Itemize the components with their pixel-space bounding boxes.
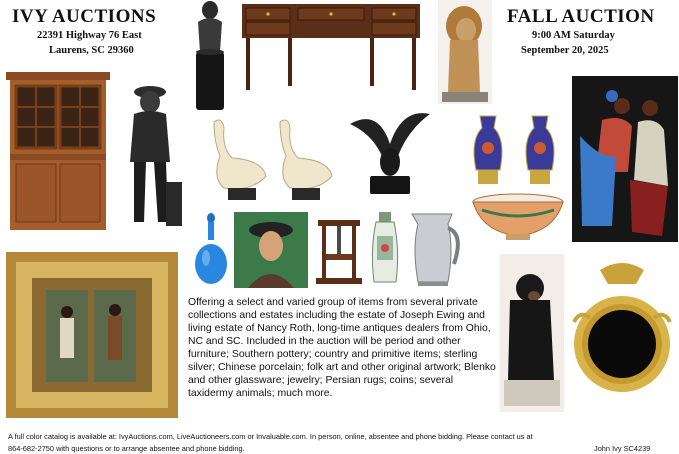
framed-painting-photo — [6, 252, 178, 418]
girandole-mirror-photo — [570, 256, 674, 416]
footer-contact-line: 864-682-2750 with questions or to arrange absentee and phone bidding. — [8, 444, 245, 453]
auction-house-name: IVY AUCTIONS — [12, 6, 157, 27]
bronze-eagle-photo — [348, 104, 432, 196]
goose-figures-photo — [202, 108, 340, 204]
footer-catalog-line: A full color catalog is available at: IvyAuctions.com, LiveAuctioneers.com or Invaluable.com. In person, online, absentee and phone bidding. Please contact us at — [8, 432, 533, 441]
sterling-pitcher-photo — [404, 208, 466, 290]
taxidermy-lion-photo — [438, 0, 492, 104]
portrait-painting-photo — [234, 212, 308, 288]
cloisonne-vases-photo — [466, 110, 564, 190]
taxidermy-bear-photo — [500, 254, 564, 412]
auctioneer-license: John Ivy SC4239 — [594, 444, 651, 453]
porcelain-bowl-photo — [470, 192, 566, 242]
auction-description: Offering a select and varied group of items from several private collections and estates including the estate of Joseph Ewing and living estate of Nancy Roth, long-time antiques dealers from Ohio, NC and SC. Included in the auction will be period and other furniture; Southern pottery; country and primitive items; sterling silver; Chinese porcelain; folk art and other original artwork; Blenko and other glassware; jewelry; Persian rugs; coins; several taxidermy animals; much more. — [188, 297, 496, 399]
cupboard-photo — [4, 70, 112, 236]
auction-date: September 20, 2025 — [521, 45, 609, 56]
chinese-vase-photo — [368, 210, 402, 288]
blenko-bottle-photo — [192, 212, 230, 288]
sideboard-photo — [240, 0, 422, 92]
auction-title: FALL AUCTION — [507, 6, 655, 27]
figural-statue-photo — [190, 0, 230, 112]
address-line-2: Laurens, SC 29360 — [49, 45, 134, 56]
folk-art-painting-photo — [572, 76, 678, 242]
bronze-boy-statue-photo — [120, 82, 188, 236]
auction-time: 9:00 AM Saturday — [532, 30, 615, 41]
book-press-photo — [312, 212, 366, 288]
address-line-1: 22391 Highway 76 East — [37, 30, 142, 41]
